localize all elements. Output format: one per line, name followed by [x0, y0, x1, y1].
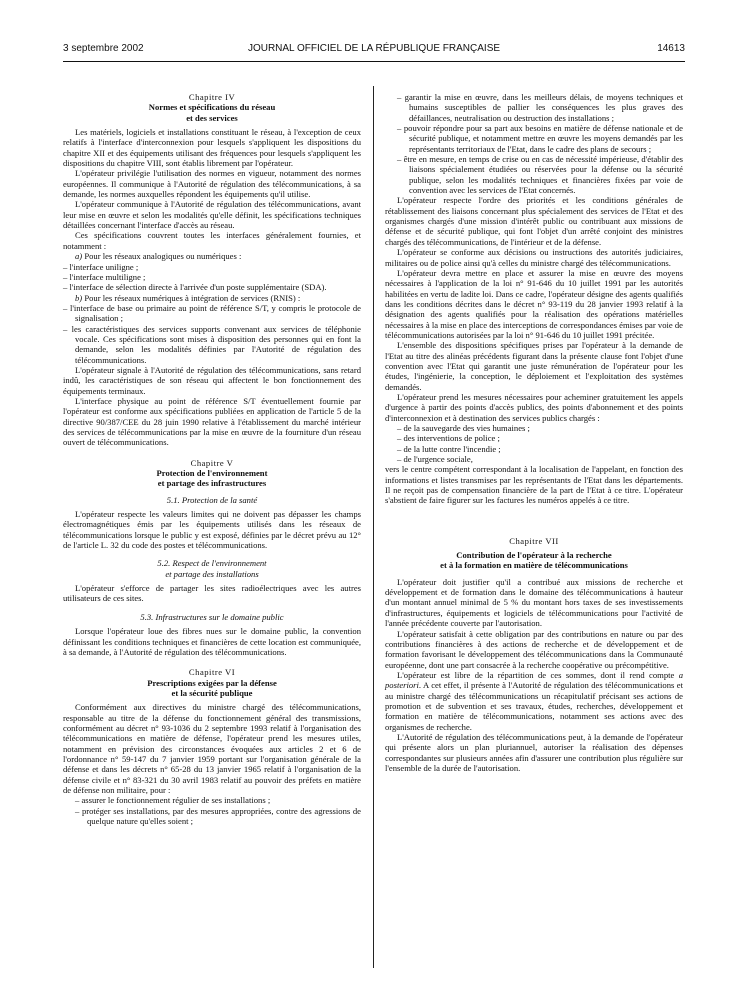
section-5-3-title: 5.3. Infrastructures sur le domaine public: [140, 611, 284, 622]
header-date: 3 septembre 2002: [63, 43, 144, 54]
paragraph-italic: a posteriori: [385, 669, 683, 691]
paragraph: L'opérateur prend les mesures nécessaires pour acheminer gratuitement les appels d'urgence à partir des points d'accès publics, des points d'abonnement et des points d'interconnexion et à destination des services publics chargés :: [385, 391, 683, 423]
paragraph: L'interface physique au point de référence S/T éventuellement fournie par l'opérateur est conforme aux spécifications publiées en application de l'article 5 de la directive 90/387/CEE du 28 juin 1990 relative à l'établissement du marché intérieur des services de télécommunications par la mise en œuvre de la fourniture d'un réseau ouvert de télécommunications.: [63, 395, 361, 448]
paragraph: L'opérateur s'efforce de partager les sites radioélectriques avec les autres utilisateurs de ces sites.: [63, 583, 361, 604]
list-item: – de la lutte contre l'incendie ;: [397, 443, 501, 454]
chapter-6-title-line2: et la sécurité publique: [171, 687, 253, 698]
chapter-5-title-line2: et partage des infrastructures: [157, 478, 267, 489]
header-rule: [63, 61, 685, 62]
chapter-4-title-line1: Normes et spécifications du réseau: [148, 102, 276, 113]
header-page-number: 14613: [657, 43, 685, 54]
paragraph: Ces spécifications couvrent toutes les interfaces généralement fournies, et notamment :: [63, 230, 361, 251]
list-item: – être en mesure, en temps de crise ou en cas de nécessité impérieuse, d'établir des liaisons spécialement étudiées ou réservées pour la défense ou la sécurité publique, selon les modalités techniques et financières fixées par voie de convention avec les services de l'Etat concernés.: [397, 154, 683, 196]
chapter-7-label: Chapitre VII: [509, 535, 559, 546]
paragraph: L'Autorité de régulation des télécommunications peut, à la demande de l'opérateur qui présente alors un plan pluriannuel, autoriser la réalisation des dépenses correspondantes sur plusieurs années afin d'assurer une contribution plus régulière sur l'ensemble de la durée de l'autorisation.: [385, 731, 683, 773]
list-marker-b: b): [75, 292, 83, 303]
list-item: – pouvoir répondre pour sa part aux besoins en matière de défense nationale et de sécurité publique, et notamment mettre en œuvre les moyens demandés par les représentants territoriaux de l'Etat, dans le cadre des plans de secours ;: [397, 123, 683, 154]
header-journal-title: JOURNAL OFFICIEL DE LA RÉPUBLIQUE FRANÇAISE: [247, 43, 501, 54]
chapter-4-title-line2: et des services: [186, 112, 238, 123]
paragraph: L'opérateur doit justifier qu'il a contribué aux missions de recherche et développement et de formation dans le domaine des télécommunications à hauteur d'un montant annuel minimal de 5 % du montant hors taxes de ses investissements d'infrastructures, équipements et logiciels de télécommunications pour l'activité de l'année précédente couverte par l'autorisation.: [385, 576, 683, 629]
paragraph: L'opérateur satisfait à cette obligation par des contributions en nature ou par des contributions financières à des actions de recherche et de développement et de formation favorisant le développement des télécommunications dans la Communauté européenne, dont une part consacrée à la recherche coopérative ou précompétitive.: [385, 628, 683, 670]
list-item: – assurer le fonctionnement régulier de ses installations ;: [75, 795, 271, 806]
section-5-2-title-line1: 5.2. Respect de l'environnement: [157, 558, 267, 569]
chapter-7-title-line2: et à la formation en matière de télécommunications: [440, 560, 628, 571]
paragraph: Conformément aux directives du ministre chargé des télécommunications, responsable au titre de la défense du fonctionnement général des transmissions, conformément au décret n° 93-1036 du 2 septembre 1993 relatif à l'organisation des télécommunications en matière de défense, l'opérateur prend les mesures utiles, notamment en prévision des circonstances évoquées aux articles 2 et 6 de l'ordonnance n° 59-147 du 7 janvier 1959 portant sur l'organisation générale de la défense et dans les décrets n° 65-28 du 13 janvier 1965 relatif à l'organisation de la défense civile et n° 83-321 du 30 avril 1983 relatif au pouvoir des préfets en matière de défense non militaire, pour :: [63, 702, 361, 795]
chapter-4-label: Chapitre IV: [188, 92, 236, 102]
list-item: – l'interface uniligne ;: [63, 261, 139, 272]
paragraph: L'opérateur privilégie l'utilisation des normes en vigueur, notamment des normes européennes. Il communique à l'Autorité de régulation des télécommunications, à sa demande, les normes auxquelles répondent les équipements qu'il utilise.: [63, 168, 361, 200]
list-intro-b-text: Pour les réseaux numériques à intégration de services (RNIS) :: [82, 292, 301, 303]
list-item: – l'interface de base ou primaire au point de référence S/T, y compris le protocole de signalisation ;: [63, 302, 361, 324]
paragraph: L'opérateur se conforme aux décisions ou instructions des autorités judiciaires, militaires ou de police ainsi qu'à celles du ministre chargé des télécommunications.: [385, 247, 683, 268]
paragraph: Les matériels, logiciels et installations constituant le réseau, à l'exception de ceux relatifs à l'interface d'interconnexion pour lesquels s'appliquent les dispositions du chapitre XII et des équipements utilisant des fréquences pour lesquels s'appliquent les dispositions du chapitre VIII, sont établis librement par l'opérateur.: [63, 127, 361, 169]
chapter-5-label: Chapitre V: [190, 457, 234, 468]
paragraph: L'opérateur respecte les valeurs limites qui ne doivent pas dépasser les champs électromagnétiques émis par les équipements utilisés dans les réseaux de télécommunications lorsque le public y est exposé, définies par le décret prévu au 12° de l'article L. 32 du code des postes et télécommunications.: [63, 509, 361, 551]
list-item: – des interventions de police ;: [397, 433, 500, 444]
list-item: – l'interface de sélection directe à l'arrivée d'un poste supplémentaire (SDA).: [63, 282, 327, 293]
list-item: – de l'urgence sociale,: [397, 454, 473, 465]
right-column: [385, 92, 683, 773]
chapter-6-title-line1: Prescriptions exigées par la défense: [147, 677, 277, 688]
list-intro-b: [63, 293, 361, 303]
list-intro-a-text: Pour les réseaux analogiques ou numériques :: [82, 251, 242, 262]
list-item: – protéger ses installations, par des mesures appropriées, contre des agressions de quelque nature qu'elles soient ;: [75, 805, 361, 826]
section-5-1-title: 5.1. Protection de la santé: [166, 494, 258, 505]
page-header: [63, 43, 685, 57]
paragraph: L'ensemble des dispositions spécifiques prises par l'opérateur à la demande de l'Etat au titre des alinéas précédents figurant dans la présente clause font l'objet d'une convention avec l'Etat qui garantit une juste rémunération de l'opérateur pour les études, l'ingénierie, la conception, le déploiement et l'exploitation des systèmes demandés.: [385, 340, 683, 392]
paragraph: L'opérateur respecte l'ordre des priorités et les conditions générales de rétablissement des liaisons concernant plus spécialement des services de l'Etat et des organismes chargés d'une mission d'intérêt public ou contribuant aux missions de défense et de sécurité publique, qui font l'objet d'un arrêté conjoint des ministres chargés des télécommunications, de l'intérieur et de la défense.: [385, 195, 683, 247]
list-item: – les caractéristiques des services supports convenant aux services de téléphonie vocale. Ces spécifications sont mises à disposition des personnes qui en font la demande, selon les modalités définies par l'Autorité de régulation des télécommunications.: [63, 323, 361, 365]
paragraph: [385, 670, 683, 732]
column-divider: [373, 86, 374, 968]
paragraph: L'opérateur communique à l'Autorité de régulation des télécommunications, avant leur mise en œuvre et selon les modalités qu'elle définit, les spécifications techniques détaillées concernant l'interface d'accès au réseau.: [63, 199, 361, 231]
left-column: [63, 92, 361, 826]
chapter-5-title-line1: Protection de l'environnement: [156, 468, 268, 479]
paragraph: L'opérateur signale à l'Autorité de régulation des télécommunications, sans retard indû, les caractéristiques de son réseau qui affectent le bon fonctionnement des équipements terminaux.: [63, 364, 361, 396]
list-marker-a: a): [75, 251, 83, 262]
paragraph: Lorsque l'opérateur loue des fibres nues sur le domaine public, la convention définissant les conditions techniques et financières de cette location est communiquée, à sa demande, à l'Autorité de régulation des télécommunications.: [63, 626, 361, 657]
chapter-7-title-line1: Contribution de l'opérateur à la recherche: [456, 550, 612, 561]
paragraph-part: . A cet effet, il présente à l'Autorité de régulation des télécommunications et au ministre chargé des télécommunications un récapitulatif précisant ses actions de promotion et de subvention et ses travaux, études, recherches, développement et formation en matière de télécommunications, notamment ses actions avec des organismes de recherche.: [385, 680, 683, 732]
section-5-2-title-line2: et partage des installations: [165, 568, 259, 579]
paragraph: vers le centre compétent correspondant à la localisation de l'appelant, en fonction des informations et listes transmises par les représentants de l'Etat dans les départements. Il ne reçoit pas de compensation financière de la part de l'Etat à ce titre. L'opérateur s'abstient de faire figurer sur les factures les numéros appelés à ce titre.: [385, 464, 683, 506]
chapter-6-label: Chapitre VI: [188, 667, 236, 678]
list-intro-a: [63, 251, 361, 261]
paragraph-part: L'opérateur est libre de la répartition de ces sommes, dont il rend compte: [397, 669, 679, 680]
paragraph: L'opérateur devra mettre en place et assurer la mise en œuvre des moyens nécessaires à l'application de la loi n° 91-646 du 10 juillet 1991 par les autorités habilitées en vertu de ladite loi. Dans ce cadre, l'opérateur désigne des agents qualifiés dans les conditions décrites dans le décret n° 93-119 du 28 janvier 1993 relatif à la désignation des agents qualifiés pour la réalisation des opérations matérielles nécessaires à la mise en place des interceptions de correspondances émises par voie de télécommunications autorisées par la loi n° 91-646 du 10 juillet 1991 précitée.: [385, 267, 683, 340]
list-item: – l'interface multiligne ;: [63, 271, 146, 282]
list-item: – garantir la mise en œuvre, dans les meilleurs délais, de moyens techniques et humains susceptibles de pallier les conséquences les plus graves des défaillances, neutralisation ou destruction des installations ;: [397, 92, 683, 123]
list-item: – de la sauvegarde des vies humaines ;: [397, 423, 530, 433]
